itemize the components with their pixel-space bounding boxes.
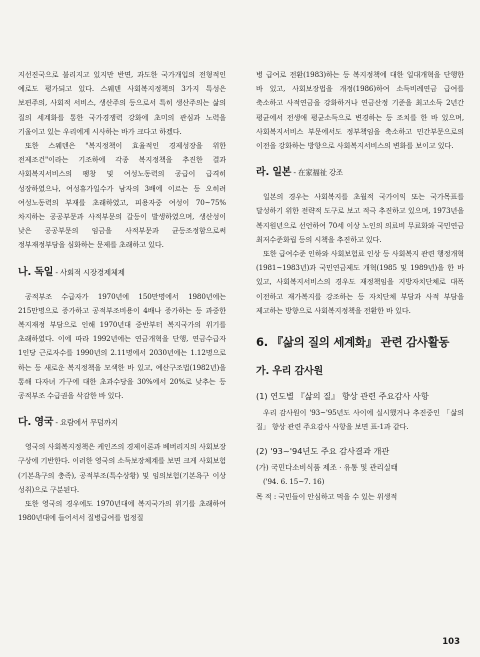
heading-subtitle: - 在家福祉 강조: [291, 168, 343, 178]
paragraph: 병 급여로 전환(1983)하는 등 복지정책에 대한 일대개혁을 단행한 바 있고, 사회보장법을 개정(1986)하여 소득비례연금 급여를 축소하고 사적연금을 강화하거나 연금산정 기준을 최고소득 2년간 평균에서 전생애 평균소득으로 변경하는 등 조치를 한 바 있으며, 사회복지서비스 부문에서도 정부책임을 축소하고 민간부문으로의 이전을 강화하는 방향으로 사회복지서비스의 변화를 보이고 있다.: [256, 70, 464, 151]
paragraph: 지선진국으로 불리지고 있지만 반면, 과도한 국가개입의 전형적인 예로도 평가되고 있다. 스웨덴 사회복지정책의 3가지 특성은 보편주의, 사회적 서비스, 생산주의 등으로서 특히 생산주의는 삶의 질의 세계화를 통한 국가경쟁력 강화에 초미의 관심과 노력을 기울이고 있는 우리에게 시사하는 바가 크다고 하겠다.: [18, 70, 226, 136]
section-heading-germany: [18, 263, 226, 280]
right-column: [256, 68, 464, 504]
item-heading: (1) 연도별 『삶의 질』 향상 관련 주요감사 사항: [256, 391, 429, 402]
document-page: [18, 68, 464, 638]
paragraph: 또한 영국의 경우에도 1970년대에 복지국가의 위기를 초래하여 1980년대에 들어서서 질병급여를 법정질: [18, 499, 226, 523]
page-number: 103: [442, 637, 460, 647]
chapter-heading: 6. 『삶의 질의 세계화』 관련 감사활동: [256, 335, 450, 350]
section-heading-japan: [256, 163, 464, 180]
heading-text: 나. 독일: [18, 266, 54, 278]
section-heading-audit: 가. 우리 감사원: [256, 366, 323, 378]
paragraph: 공적부조 수급자가 1970년에 150만명에서 1980년에는 215만명으로 증가하고 공적부조비용이 4배나 증가하는 등 과중한 복지재정 부담으로 인해 1970년대 중반부터 복지국가의 위기를 초래하였다. 이에 따라 1992년에는 연금개혁을 단행, 연금수급자 1인당 근로자수를 1990년의 2.11명에서 2030년에는 1.12명으로 하는 등 새로운 복지정책을 모색한 바 있고, 예산구조법(1982년)을 통해 다자녀 가구에 대한 초과수당을 30%에서 20%로 낮추는 등 공적부조 수급권을 삭감한 바 있다.: [18, 291, 226, 401]
paragraph: 또한 스웨덴은 "복지정책이 효율적인 경제성장을 위한 전제조건"이라는 기조하에 각종 복지정책을 추진한 결과 사회복지서비스의 팽창 및 여성노동력의 공급이 급격히 성장하였으나, 여성휴가일수가 남자의 3배에 이르는 등 오히려 여성노동력의 부재를 초래하였고, 피용자중 여성이 70~75% 차지하는 공공부문과 사적부문의 갈등이 발생하였으며, 생산성이 낮은 공공부문의 임금을 사적부문과 균등조정함으로써 정부재정부담을 심화하는 문제를 초래하고 있다.: [18, 141, 226, 250]
paragraph: 우리 감사원이 '93~'95년도 사이에 실시했거나 추진중인 「삶의 질」 향상 관련 주요감사 사항을 보면 표-1과 같다.: [256, 408, 464, 432]
section-heading-uk: [18, 413, 226, 430]
paragraph: 목 적 : 국민들이 안심하고 먹을 수 있는 위생적: [256, 491, 398, 501]
paragraph: 영국의 사회복지정책은 케인즈의 경제이론과 베버리지의 사회보장 구상에 기반한다. 이러한 영국의 소득보장체계를 보면 크게 사회보험(기본욕구의 충족), 공적부조(특수상황) 및 임의보험(기본욕구 이상 성취)으로 구분된다.: [18, 442, 226, 494]
item-heading: (2) '93~'94년도 주요 감사결과 개관: [256, 446, 390, 457]
heading-text: 라. 일본: [256, 167, 292, 179]
subitem-heading: (가) 국민다소비식품 제조 · 유통 및 관리실태: [256, 463, 398, 473]
page-top-margin: [0, 0, 480, 60]
paragraph: 일본의 경우는 사회복지를 초월적 국가이익 또는 국가목표를 달성하기 위한 전략적 도구로 보고 적극 추진하고 있으며, 1973년을 복지원년으로 선언하여 70세 이상 노인의 의료비 무료화와 국민연금 최저수준화립 등의 시책을 추진하고 있다.: [256, 192, 464, 244]
heading-subtitle: - 요람에서 무덤까지: [53, 418, 118, 428]
heading-subtitle: - 사회적 시장경제체제: [53, 267, 125, 277]
heading-text: 다. 영국: [18, 417, 54, 429]
date-range: ('94. 6. 15~7. 16): [263, 477, 325, 487]
paragraph: 또한 급여수준 인하와 사회보험료 인상 등 사회복지 관련 행정개혁(1981~1983년)과 국민연금제도 개혁(1985 및 1989년)을 한 바 있고, 사회복지서비스의 경우도 재정책임을 지방자치단체로 대폭 이전하고 재가복지를 강조하는 등 자치단체 부담과 사적 부담을 제고하는 방향으로 사회복지정책을 전환한 바 있다.: [256, 249, 464, 315]
left-column: [18, 68, 226, 525]
